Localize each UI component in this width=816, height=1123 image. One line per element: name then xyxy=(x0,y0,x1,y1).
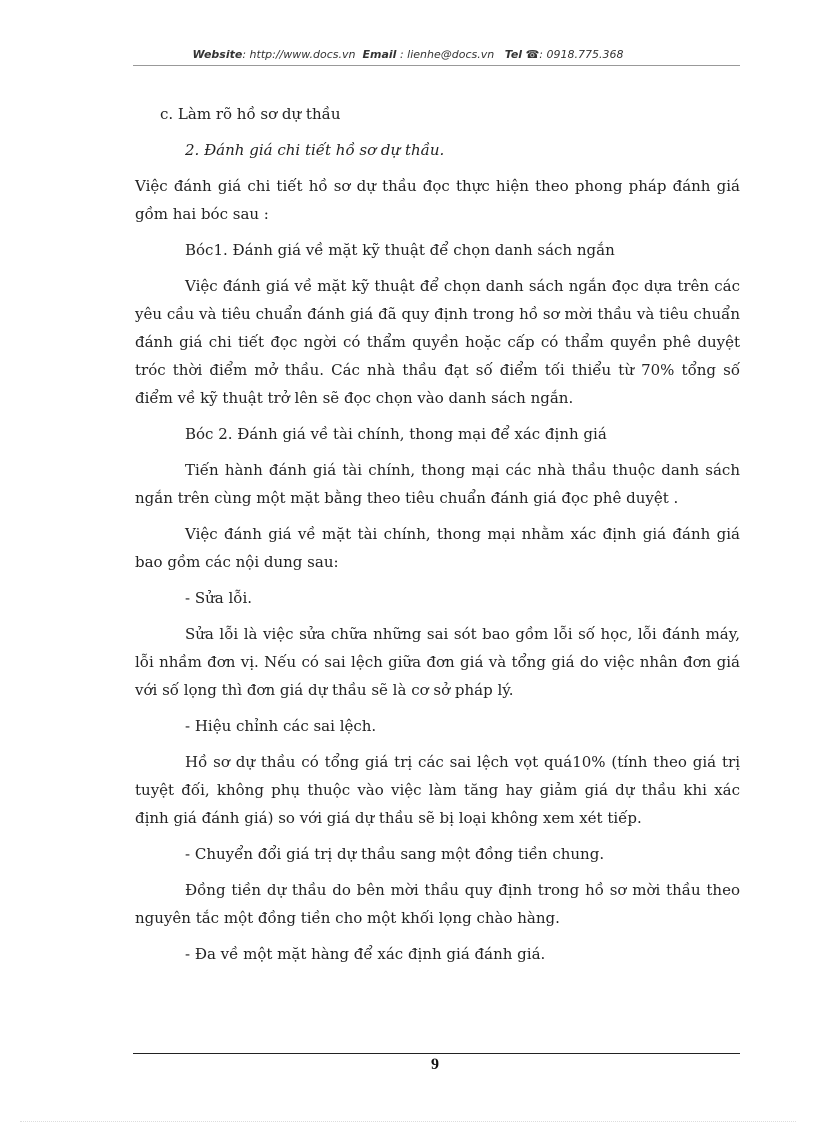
paragraph-intro: Việc đánh giá chi tiết hồ sơ dự thầu đọc thực hiện theo phong pháp đánh giá gồm hai bóc sau : xyxy=(135,177,740,223)
footer-divider xyxy=(133,1053,740,1054)
item-adjust-deviations: - Hiệu chỉnh các sai lệch. xyxy=(185,717,377,735)
email-label: Email xyxy=(362,48,397,61)
paragraph-financial: Tiến hành đánh giá tài chính, thong mại các nhà thầu thuộc danh sách ngắn trên cùng một mặt bằng theo tiêu chuẩn đánh giá đọc phê duyệt . xyxy=(135,461,740,507)
website-value: : http://www.docs.vn xyxy=(242,48,356,61)
item-currency-conversion: - Chuyển đổi giá trị dự thầu sang một đồng tiền chung. xyxy=(185,845,605,863)
tel-label: Tel xyxy=(504,48,523,61)
phone-icon: ☎ xyxy=(525,48,540,61)
document-body xyxy=(135,100,740,976)
website-label: Website xyxy=(192,48,243,61)
paragraph-fix-errors: Sửa lỗi là việc sửa chữa những sai sót bao gồm lỗi số học, lỗi đánh máy, lỗi nhầm đơn vị. Nếu có sai lệch giữa đơn giá và tổng giá do việc nhân đơn giá với số lọng thì đơn giá dự thầu sẽ là cơ sở pháp lý. xyxy=(135,625,740,699)
header-divider xyxy=(133,65,740,66)
page-header xyxy=(0,48,816,61)
paragraph-technical: Việc đánh giá về mặt kỹ thuật để chọn danh sách ngắn đọc dựa trên các yêu cầu và tiêu chuẩn đánh giá đã quy định trong hồ sơ mời thầu và tiêu chuẩn đánh giá chi tiết đọc ngời có thẩm quyền hoặc cấp có thẩm quyền phê duyệt tróc thời điểm mở thầu. Các nhà thầu đạt số điểm tối thiểu từ 70% tổng số điểm về kỹ thuật trở lên sẽ đọc chọn vào danh sách ngắn. xyxy=(135,277,740,407)
page-number: 9 xyxy=(431,1056,439,1073)
section-heading-2: 2. Đánh giá chi tiết hồ sơ dự thầu. xyxy=(185,141,445,159)
paragraph-currency: Đồng tiền dự thầu do bên mời thầu quy định trong hồ sơ mời thầu theo nguyên tắc một đồng tiền cho một khối lọng chào hàng. xyxy=(135,881,740,927)
paragraph-financial-content: Việc đánh giá về mặt tài chính, thong mại nhằm xác định giá đánh giá bao gồm các nội dung sau: xyxy=(135,525,740,571)
tel-value: : 0918.775.368 xyxy=(539,48,624,61)
item-fix-errors: - Sửa lỗi. xyxy=(185,589,253,607)
step-2-heading: Bóc 2. Đánh giá về tài chính, thong mại để xác định giá xyxy=(185,425,607,443)
item-same-item: - Đa về một mặt hàng để xác định giá đánh giá. xyxy=(185,945,546,963)
bottom-dotted-line xyxy=(20,1121,796,1122)
email-value: : lienhe@docs.vn xyxy=(399,48,495,61)
section-heading-c: c. Làm rõ hồ sơ dự thầu xyxy=(160,105,341,123)
step-1-heading: Bóc1. Đánh giá về mặt kỹ thuật để chọn danh sách ngắn xyxy=(185,241,615,259)
paragraph-adjust-deviations: Hồ sơ dự thầu có tổng giá trị các sai lệch vọt quá10% (tính theo giá trị tuyệt đối, không phụ thuộc vào việc làm tăng hay giảm giá dự thầu khi xác định giá đánh giá) so với giá dự thầu sẽ bị loại không xem xét tiếp. xyxy=(135,753,740,827)
